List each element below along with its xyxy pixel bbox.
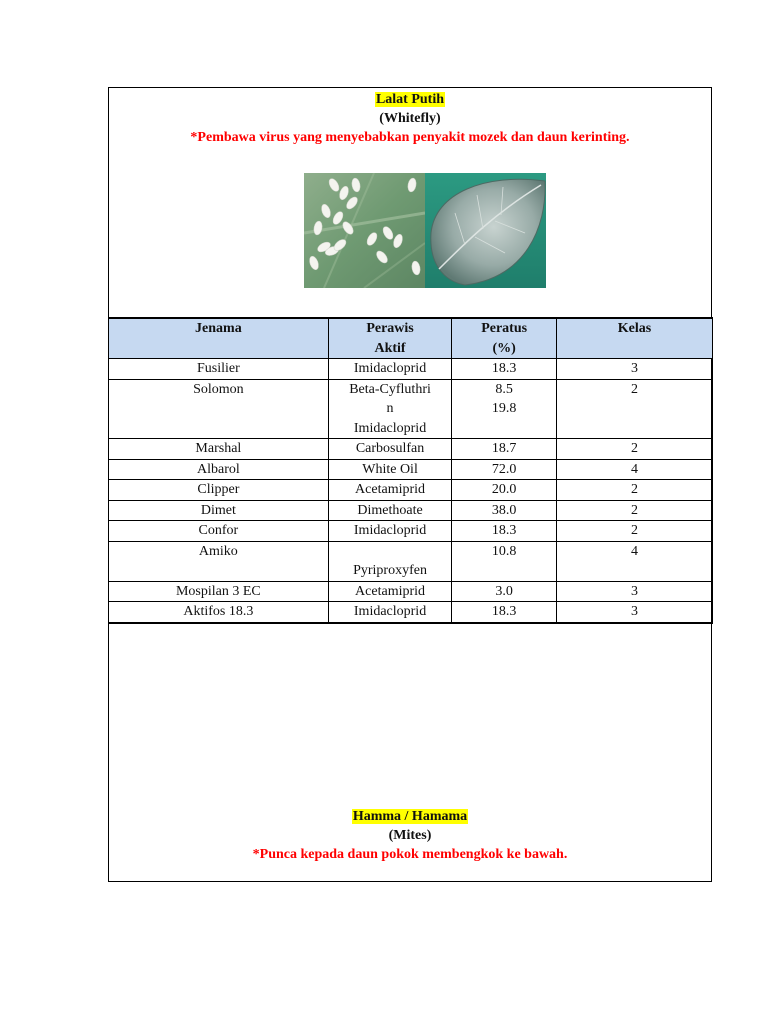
cell-peratus (452, 480, 557, 501)
infested-leaf-photo (425, 173, 546, 288)
cell-kelas (556, 439, 712, 460)
cell-peratus (452, 500, 557, 521)
cell-kelas (556, 541, 712, 581)
cell-peratus (452, 359, 557, 380)
cell-jenama (109, 439, 329, 460)
document-box (108, 87, 712, 882)
header-jenama: Jenama (109, 318, 329, 359)
cell-kelas (556, 602, 712, 623)
cell-perawis-text (329, 542, 452, 562)
cell-peratus-text: 72.0 (491, 461, 517, 477)
table-row (109, 521, 713, 542)
cell-peratus-text: 38.0 (491, 502, 517, 518)
cell-peratus-text: 18.7 (491, 441, 517, 456)
header-perawis (328, 318, 452, 359)
cell-perawis (328, 581, 452, 602)
cell-jenama (109, 541, 329, 581)
cell-perawis-text: n (386, 401, 394, 416)
table-row (109, 459, 713, 480)
cell-kelas-text: 3 (630, 604, 638, 619)
section1-note: *Pembawa virus yang menyebabkan penyakit mozek dan daun kerinting. (190, 130, 630, 145)
header-kelas: Kelas (556, 318, 712, 359)
section2-title-line (109, 807, 711, 826)
table-row (109, 439, 713, 460)
cell-jenama (109, 480, 329, 501)
cell-peratus (452, 521, 557, 542)
cell-kelas-text: 4 (630, 461, 638, 477)
cell-peratus (452, 581, 557, 602)
cell-jenama (109, 602, 329, 623)
cell-peratus-text: 3.0 (495, 583, 513, 599)
table-row (109, 500, 713, 521)
table-row (109, 359, 713, 380)
cell-peratus (452, 439, 557, 460)
cell-jenama-text: Dimet (200, 502, 236, 518)
section1-title: Lalat Putih (375, 92, 445, 107)
header-peratus-line2: (%) (492, 340, 516, 356)
cell-peratus (452, 541, 557, 581)
header-perawis-line2: Aktif (374, 340, 406, 356)
cell-peratus-text: 19.8 (491, 401, 517, 416)
cell-perawis-text: Pyriproxyfen (353, 563, 427, 578)
cell-perawis (328, 379, 452, 439)
cell-kelas-text: 2 (630, 523, 638, 538)
cell-jenama-text: Albarol (196, 461, 240, 477)
cell-jenama (109, 500, 329, 521)
cell-peratus-text: 20.0 (491, 482, 517, 497)
cell-kelas (556, 379, 712, 439)
cell-perawis-text: Imidacloprid (353, 604, 427, 619)
cell-kelas-text: 2 (630, 502, 638, 518)
cell-perawis (328, 602, 452, 623)
cell-perawis-text: Dimethoate (357, 502, 423, 518)
header-perawis-line1: Perawis (366, 321, 414, 336)
cell-kelas (556, 500, 712, 521)
cell-jenama-text: Marshal (195, 441, 242, 456)
cell-peratus (452, 602, 557, 623)
cell-perawis-text: Imidacloprid (353, 361, 427, 376)
cell-perawis (328, 521, 452, 542)
pesticide-table (108, 317, 713, 624)
cell-jenama-text: Solomon (193, 381, 244, 397)
cell-kelas-text: 2 (630, 482, 638, 497)
cell-jenama-text: Fusilier (196, 361, 240, 376)
cell-peratus-text: 18.3 (491, 361, 517, 376)
cell-jenama (109, 581, 329, 602)
cell-kelas-text: 2 (630, 441, 638, 456)
cell-perawis-text: White Oil (362, 461, 418, 477)
section1-title-line (109, 90, 711, 109)
cell-peratus (452, 379, 557, 439)
cell-perawis-text: Acetamiprid (355, 482, 426, 497)
cell-perawis (328, 439, 452, 460)
cell-perawis-text: Imidacloprid (353, 420, 427, 436)
table-row (109, 602, 713, 623)
table-row (109, 581, 713, 602)
cell-kelas (556, 459, 712, 480)
cell-jenama-text: Clipper (197, 482, 240, 497)
cell-peratus-text: 18.3 (491, 523, 517, 538)
cell-kelas-text: 3 (630, 583, 638, 599)
cell-perawis (328, 480, 452, 501)
table-header-row (109, 318, 713, 359)
table-row (109, 480, 713, 501)
section2-note: *Punca kepada daun pokok membengkok ke bawah. (252, 847, 568, 862)
section2-subtitle: (Mites) (388, 828, 432, 843)
cell-jenama-text: Mospilan 3 EC (175, 583, 261, 599)
cell-jenama-text: Aktifos 18.3 (183, 604, 254, 619)
section2-title: Hamma / Hamama (352, 809, 468, 824)
cell-perawis-text: Carbosulfan (355, 441, 425, 456)
cell-jenama-text: Amiko (198, 543, 238, 559)
cell-perawis (328, 500, 452, 521)
section1-subtitle: (Whitefly) (379, 111, 441, 126)
cell-perawis (328, 359, 452, 380)
cell-kelas-text: 3 (630, 361, 638, 376)
cell-jenama (109, 459, 329, 480)
table-row (109, 379, 713, 439)
cell-perawis (328, 459, 452, 480)
cell-kelas (556, 480, 712, 501)
header-peratus (452, 318, 557, 359)
cell-kelas (556, 581, 712, 602)
cell-kelas-text: 4 (630, 543, 638, 559)
cell-perawis-text: Imidacloprid (353, 523, 427, 538)
cell-perawis (328, 541, 452, 581)
cell-peratus-text: 8.5 (495, 381, 513, 397)
cell-kelas (556, 521, 712, 542)
whitefly-photo (304, 173, 425, 288)
cell-kelas-text: 2 (630, 381, 638, 397)
cell-jenama (109, 521, 329, 542)
cell-perawis-text: Beta-Cyfluthri (349, 381, 431, 397)
cell-peratus (452, 459, 557, 480)
cell-jenama (109, 379, 329, 439)
cell-jenama (109, 359, 329, 380)
header-peratus-line1: Peratus (481, 321, 528, 336)
table-body (109, 359, 713, 623)
cell-peratus-text: 18.3 (491, 604, 517, 619)
table-row (109, 541, 713, 581)
cell-peratus-text: 10.8 (491, 543, 517, 559)
cell-perawis-text: Acetamiprid (355, 583, 426, 599)
cell-jenama-text: Confor (198, 523, 239, 538)
cell-kelas (556, 359, 712, 380)
